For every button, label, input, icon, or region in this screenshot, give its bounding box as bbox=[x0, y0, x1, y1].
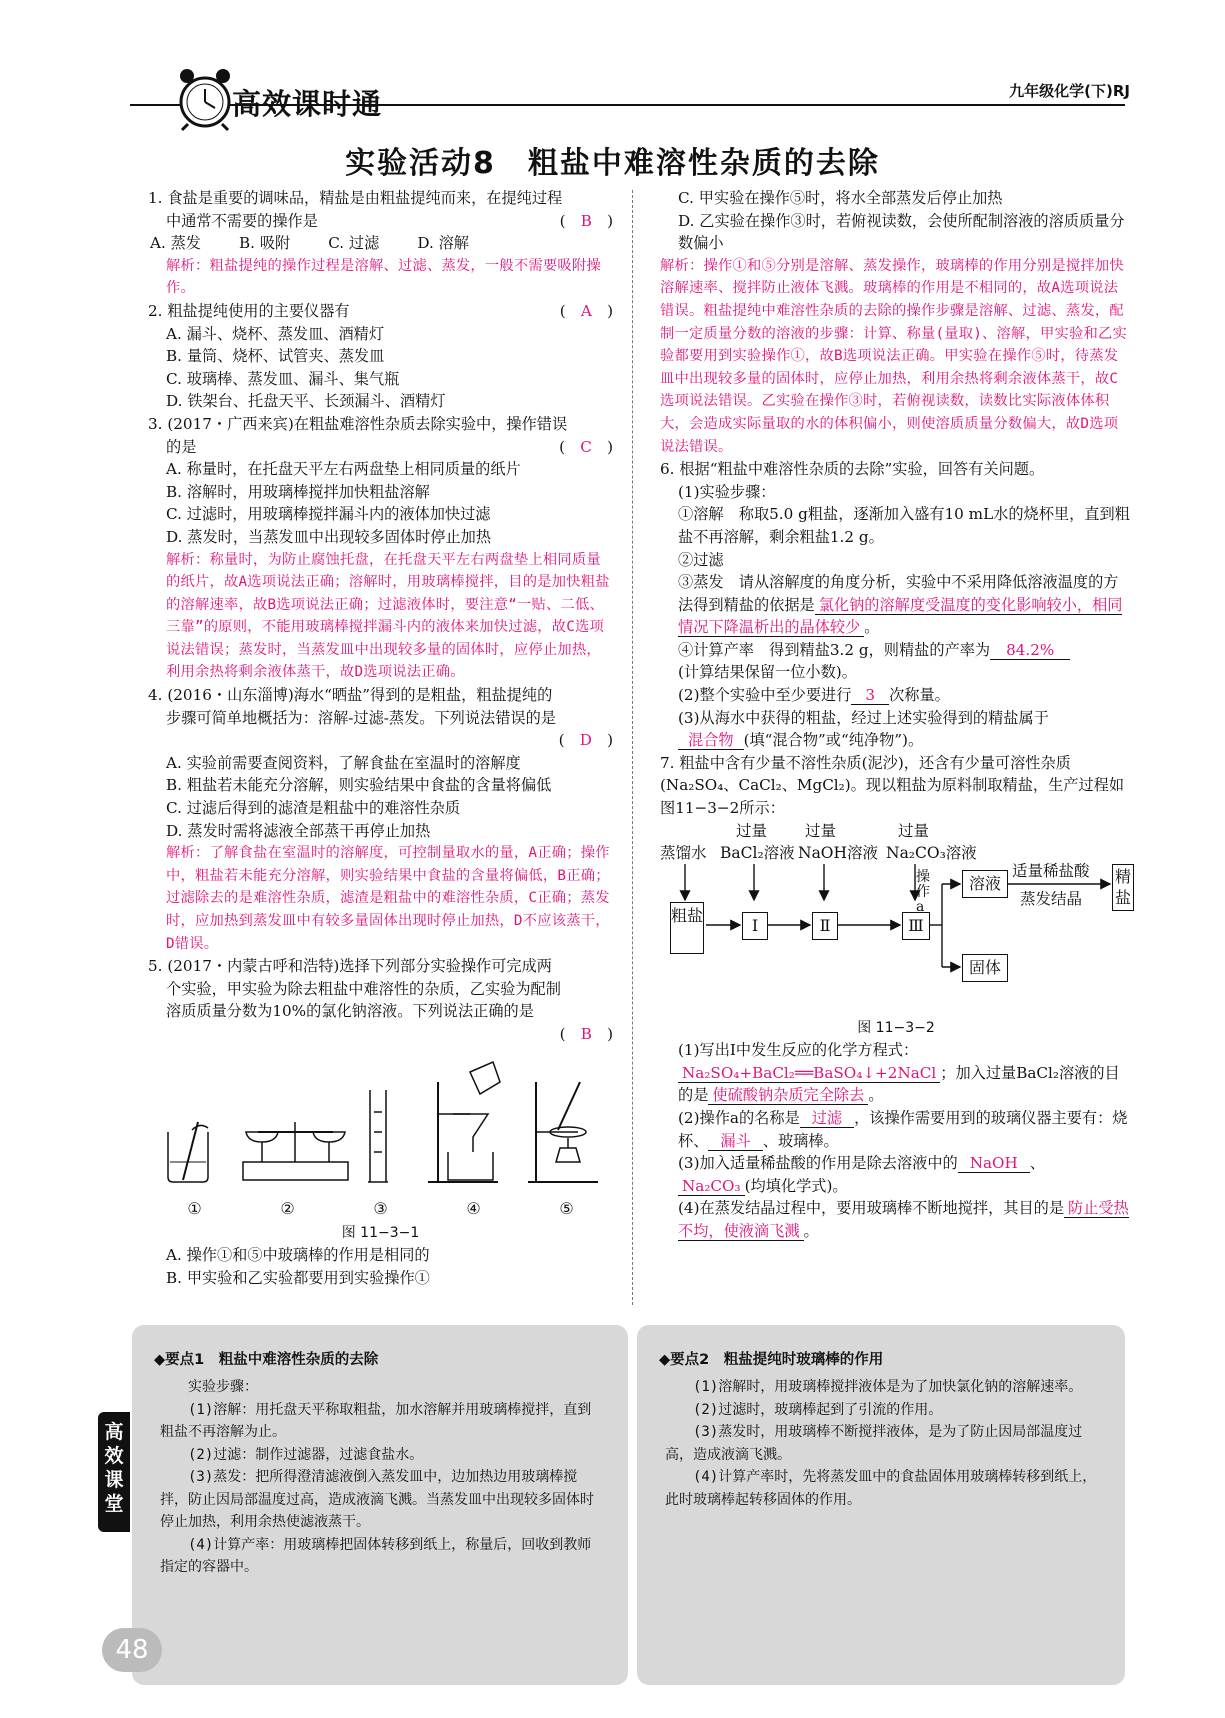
question-2: 2. 粗盐提纯使用的主要仪器有 ( A ) A. 漏斗、烧杯、蒸发皿、酒精灯 B. 量筒、烧杯、试管夹、蒸发皿 C. 玻璃棒、蒸发皿、漏斗、集气瓶 D. 铁架台、托盘天平、长颈漏斗、酒精灯 bbox=[148, 300, 613, 413]
q7-q1: (1)写出Ⅰ中发生反应的化学方程式： bbox=[678, 1041, 919, 1060]
q7-answer-equation: Na₂SO₄+BaCl₂══BaSO₄↓+2NaCl bbox=[678, 1064, 940, 1083]
q5-analysis: 解析：操作①和⑤分别是溶解、蒸发操作，玻璃棒的作用分别是搅拌加快溶解速率、搅拌防止液体飞溅。玻璃棒的作用是不相同的，故A选项说法错误。粗盐提纯中难溶性杂质的去除的操作步骤是溶解、过滤、蒸发，配制一定质量分数的溶液的步骤：计算、称量(量取)、溶解，甲实验和乙实验都要用到实验操作①，故B选项说法正确。甲实验在操作⑤时，待蒸发皿中出现较多量的固体时，应停止加热，利用余热将剩余液体蒸干，故C选项说法错误。乙实验在操作③时，若俯视读数，读数比实际液体体积大，会造成实际量取的水的体积偏小，则使溶质质量分数偏大，故D选项说法错误。 bbox=[660, 257, 1128, 455]
q1-opt-b: B. 吸附 bbox=[239, 234, 291, 253]
key-point-2-line: (1)溶解时，用玻璃棒搅拌液体是为了加快氯化钠的溶解速率。 bbox=[693, 1379, 1083, 1395]
q1-stem-2: 中通常不需要的操作是 bbox=[166, 211, 318, 230]
side-tab: 高效课堂 bbox=[98, 1412, 130, 1532]
q6-answer-1: 氯化钠的溶解度受温度的变化影响较小，相同情况下降温析出的晶体较少 bbox=[678, 595, 1123, 637]
q7-q2: (2)操作a的名称是 bbox=[678, 1109, 800, 1127]
q7-q3: (3)加入适量稀盐酸的作用是除去溶液中的 bbox=[678, 1154, 958, 1173]
question-5: 5. (2017・内蒙古呼和浩特)选择下列部分实验操作可完成两 个实验，甲实验为除去粗盐中难溶性的杂质，乙实验为配制 溶质质量分数为10%的氯化钠溶液。下列说法正确的是 ( B ) ① ② ③ ④ ⑤ 图 11−3−1 A. 操作①和⑤中玻璃棒的作用是相同的 B. 甲实验和乙实验都要用到实验操作① bbox=[148, 955, 613, 1289]
flow-box-solid: 固体 bbox=[962, 954, 1008, 982]
q4-answer: D bbox=[579, 731, 592, 750]
flow-evaporate: 蒸发结晶 bbox=[1020, 889, 1083, 908]
q7-q4: (4)在蒸发结晶过程中，要用玻璃棒不断地搅拌，其目的是 bbox=[678, 1199, 1065, 1218]
flow-operation-a: 操作a bbox=[916, 868, 930, 915]
key-point-2-line: (2)过滤时，玻璃棒起到了引流的作用。 bbox=[693, 1401, 943, 1418]
q7-stem: 7. 粗盐中含有少量不溶性杂质(泥沙)，还含有少量可溶性杂质(Na₂SO₄、CaCl₂、MgCl₂)。现以粗盐为原料制取精盐，生产过程如图11−3−2所示： bbox=[660, 753, 1125, 818]
q6-q3: (3)从海水中获得的粗盐，经过上述实验得到的精盐属于 bbox=[678, 708, 1049, 727]
flow-box-step-1: Ⅰ bbox=[742, 912, 768, 940]
q7-answer-na2co3: Na₂CO₃ bbox=[678, 1177, 745, 1196]
page-title: 实验活动8 粗盐中难溶性杂质的去除 bbox=[345, 146, 880, 181]
q6-yield-note: (计算结果保留一位小数)。 bbox=[678, 663, 857, 682]
q5-stem-2: 个实验，甲实验为除去粗盐中难溶性的杂质，乙实验为配制 bbox=[166, 979, 561, 998]
key-point-1-line: (1)溶解：用托盘天平称取粗盐，加水溶解并用玻璃棒搅拌，直到粗盐不再溶解为止。 bbox=[160, 1401, 592, 1440]
key-point-2-title: ◆要点2 粗盐提纯时玻璃棒的作用 bbox=[659, 1352, 884, 1368]
q7-q1-tail: 。 bbox=[868, 1086, 884, 1105]
q6-step-filter: ②过滤 bbox=[678, 550, 724, 569]
q5-opt-c: C. 甲实验在操作⑤时，将水全部蒸发后停止加热 bbox=[678, 189, 1003, 207]
flow-box-step-2: Ⅱ bbox=[812, 912, 838, 940]
key-point-1-line: (4)计算产率：用玻璃棒把固体转移到纸上，称量后，回收到教师指定的容器中。 bbox=[160, 1536, 592, 1575]
q3-opt-a: A. 称量时，在托盘天平左右两盘垫上相同质量的纸片 bbox=[166, 460, 521, 479]
right-column bbox=[660, 187, 1132, 1243]
flow-na2co3: Na₂CO₃溶液 bbox=[886, 843, 977, 862]
flow-box-solution: 溶液 bbox=[962, 870, 1008, 898]
q2-stem: 2. 粗盐提纯使用的主要仪器有 bbox=[148, 301, 350, 320]
flow-naoh: NaOH溶液 bbox=[798, 843, 879, 862]
key-point-1-line: (3)蒸发：把所得澄清滤液倒入蒸发皿中，边加热边用玻璃棒搅拌，防止因局部温度过高，造成液滴飞溅。当蒸发皿中出现较多固体时停止加热，利用余热使滤液蒸干。 bbox=[160, 1469, 594, 1530]
q6-q2: (2)整个实验中至少要进行 bbox=[678, 686, 852, 705]
q1-opt-a: A. 蒸发 bbox=[150, 234, 201, 253]
flow-excess-3: 过量 bbox=[898, 821, 930, 840]
q2-opt-b: B. 量筒、烧杯、试管夹、蒸发皿 bbox=[166, 347, 385, 366]
q4-opt-a: A. 实验前需要查阅资料，了解食盐在室温时的溶解度 bbox=[166, 753, 521, 772]
q1-answer: B bbox=[580, 211, 592, 230]
q6-step-evaporate: ③蒸发 请从溶解度的角度分析，实验中不采用降低溶液温度的方法得到精盐的依据是 bbox=[678, 573, 1119, 614]
flow-box-crude-salt: 粗盐 bbox=[670, 902, 704, 954]
q3-stem-2: 的是 bbox=[166, 437, 197, 456]
q2-opt-a: A. 漏斗、烧杯、蒸发皿、酒精灯 bbox=[166, 324, 385, 343]
q3-stem: 3. (2017・广西来宾)在粗盐难溶性杂质去除实验中，操作错误 bbox=[148, 414, 568, 433]
q1-stem: 1. 食盐是重要的调味品，精盐是由粗盐提纯而来，在提纯过程 bbox=[148, 189, 563, 207]
q6-answer-yield: 84.2% bbox=[990, 641, 1070, 660]
q6-answer-3: 混合物 bbox=[678, 731, 744, 750]
q4-opt-c: C. 过滤后得到的滤渣是粗盐中的难溶性杂质 bbox=[166, 799, 461, 818]
q4-stem-2: 步骤可简单地概括为：溶解-过滤-蒸发。下列说法错误的是 bbox=[166, 708, 556, 727]
q3-opt-d: D. 蒸发时，当蒸发皿中出现较多固体时停止加热 bbox=[166, 527, 492, 546]
q6-step-heading: (1)实验步骤： bbox=[678, 482, 776, 501]
flow-box-refined-salt: 精盐 bbox=[1112, 864, 1134, 911]
key-point-2-line: (3)蒸发时，用玻璃棒不断搅拌液体，是为了防止因局部温度过高，造成液滴飞溅。 bbox=[665, 1424, 1083, 1463]
fig1-label-5: ⑤ bbox=[559, 1199, 574, 1219]
q7-q1-b: ；加入过量BaCl₂溶液的目的是 bbox=[678, 1063, 1120, 1105]
flow-bacl2: BaCl₂溶液 bbox=[720, 843, 795, 862]
q5-opt-d: D. 乙实验在操作③时，若俯视读数，会使所配制溶液的溶质质量分数偏小 bbox=[678, 211, 1125, 253]
flow-water: 蒸馏水 bbox=[660, 843, 707, 862]
left-column bbox=[148, 187, 613, 1289]
q7-q3-tail: (均填化学式)。 bbox=[744, 1176, 848, 1195]
question-3: 3. (2017・广西来宾)在粗盐难溶性杂质去除实验中，操作错误 的是 ( C ) A. 称量时，在托盘天平左右两盘垫上相同质量的纸片 B. 溶解时，用玻璃棒搅拌加快粗盐溶解 C. 过滤时，用玻璃棒搅拌漏斗内的液体加快过滤 D. 蒸发时，当蒸发皿中出现较多固体时停止加热 解析：称量时，为防止腐蚀托盘，在托盘天平左右两盘垫上相同质量的纸片，故A选项说法正确；溶解时，用玻璃棒搅拌，目的是加快粗盐的溶解速率，故B选项说法正确；过滤液体时，要注意“一贴、二低、三靠”的原则，不能用玻璃棒搅拌漏斗内的液体来加快过滤，故C选项说法错误；蒸发时，当蒸发皿中出现较多量的固体时，应停止加热，利用余热将剩余液体蒸干，故D选项说法正确。 bbox=[148, 413, 613, 684]
q3-opt-c: C. 过滤时，用玻璃棒搅拌漏斗内的液体加快过滤 bbox=[166, 505, 491, 524]
q1-opt-d: D. 溶解 bbox=[417, 234, 469, 253]
q1-analysis: 解析：粗盐提纯的操作过程是溶解、过滤、蒸发，一般不需要吸附操作。 bbox=[166, 257, 601, 297]
fig1-label-3: ③ bbox=[373, 1199, 388, 1219]
fig1-label-1: ① bbox=[187, 1199, 202, 1219]
q6-q3-tail: (填“混合物”或“纯净物”)。 bbox=[743, 731, 924, 750]
fig1-label-2: ② bbox=[280, 1199, 295, 1219]
key-point-2-line: (4)计算产率时，先将蒸发皿中的食盐固体用玻璃棒转移到纸上，此时玻璃棒起转移固体的作用。 bbox=[665, 1469, 1097, 1508]
key-point-1-line: (2)过滤：制作过滤器，过滤食盐水。 bbox=[188, 1446, 424, 1463]
q7-answer-purpose: 使硫酸钠杂质完全除去 bbox=[708, 1086, 868, 1105]
q5-opt-a: A. 操作①和⑤中玻璃棒的作用是相同的 bbox=[166, 1246, 430, 1265]
page-number: 48 bbox=[102, 1628, 162, 1672]
q7-q3-sep: 、 bbox=[1029, 1154, 1045, 1173]
q5-stem: 5. (2017・内蒙古呼和浩特)选择下列部分实验操作可完成两 bbox=[148, 957, 552, 976]
q3-analysis: 解析：称量时，为防止腐蚀托盘，在托盘天平左右两盘垫上相同质量的纸片，故A选项说法正确；溶解时，用玻璃棒搅拌，目的是加快粗盐的溶解速率，故B选项说法正确；过滤液体时，要注意“一贴、二低、三靠”的原则，不能用玻璃棒搅拌漏斗内的液体来加快过滤，故C选项说法错误；蒸发时，当蒸发皿中出现较多量的固体时，应停止加热，利用余热将剩余液体蒸干，故D选项说法正确。 bbox=[166, 551, 610, 681]
q6-step-yield: ④计算产率 得到精盐3.2 g，则精盐的产率为 bbox=[678, 640, 991, 659]
q6-q2-tail: 次称量。 bbox=[889, 686, 950, 705]
q7-q2-tail: 、玻璃棒。 bbox=[762, 1131, 839, 1150]
flow-box-step-3: Ⅲ bbox=[902, 912, 930, 940]
fig1-label-4: ④ bbox=[466, 1199, 481, 1219]
q7-answer-operation: 过滤 bbox=[800, 1109, 854, 1128]
q7-answer-stirring: 防止受热不均，使液滴飞溅 bbox=[678, 1199, 1129, 1240]
question-6: 6. 根据“粗盐中难溶性杂质的去除”实验，回答有关问题。 (1)实验步骤： ①溶解 称取5.0 g粗盐，逐渐加入盛有10 mL水的烧杯里，直到粗盐不再溶解，剩余粗盐1.2 g。 ②过滤 ③蒸发 请从溶解度的角度分析，实验中不采用降低溶液温度的方法得到精盐的依据是 氯化钠的溶解度受温度的变化影响较小，相同情况下降温析出的晶体较少 。 ④计算产率 得到精盐3.2 g，则精盐的产率为 84.2% (计算结果保留一位小数)。 (2)整个实验中至少要进行 3 次称量。 (3)从海水中获得的粗盐，经过上述实验得到的精盐属于 混合物 (填“混合物”或“纯净物”)。 bbox=[660, 458, 1132, 752]
q5-opt-b: B. 甲实验和乙实验都要用到实验操作① bbox=[166, 1268, 430, 1287]
question-1: 1. 食盐是重要的调味品，精盐是由粗盐提纯而来，在提纯过程 中通常不需要的操作是 ( B ) A. 蒸发 B. 吸附 C. 过滤 D. 溶解 解析：粗盐提纯的操作过程是溶解、过滤、蒸发，一般不需要吸附操作。 bbox=[148, 187, 613, 300]
question-4: 4. (2016・山东淄博)海水“晒盐”得到的是粗盐，粗盐提纯的 步骤可简单地概括为：溶解-过滤-蒸发。下列说法错误的是 ( D ) A. 实验前需要查阅资料，了解食盐在室温时的溶解度 B. 粗盐若未能充分溶解，则实验结果中食盐的含量将偏低 C. 过滤后得到的滤渣是粗盐中的难溶性杂质 D. 蒸发时需将滤液全部蒸干再停止加热 解析：了解食盐在室温时的溶解度，可控制量取水的量，A正确；操作中，粗盐若未能充分溶解，则实验结果中食盐的含量将偏低，B正确；过滤除去的是难溶性杂质，滤渣是粗盐中的难溶性杂质，C正确；蒸发时，应加热到蒸发皿中有较多量固体出现时停止加热，D不应该蒸干，D错误。 bbox=[148, 684, 613, 955]
q6-stem: 6. 根据“粗盐中难溶性杂质的去除”实验，回答有关问题。 bbox=[660, 460, 1045, 479]
q4-opt-b: B. 粗盐若未能充分溶解，则实验结果中食盐的含量将偏低 bbox=[166, 776, 552, 795]
key-point-1-line: 实验步骤： bbox=[188, 1379, 258, 1395]
key-point-box-1 bbox=[132, 1325, 628, 1685]
flow-diagram-11-3-2 bbox=[660, 822, 1132, 1017]
q5-stem-3: 溶质质量分数为10%的氯化钠溶液。下列说法正确的是 bbox=[166, 1002, 534, 1021]
q4-stem: 4. (2016・山东淄博)海水“晒盐”得到的是粗盐，粗盐提纯的 bbox=[148, 686, 553, 705]
q1-opt-c: C. 过滤 bbox=[328, 234, 380, 253]
fig1-caption: 图 11−3−1 bbox=[341, 1224, 420, 1241]
flow-excess-1: 过量 bbox=[736, 821, 768, 840]
q6-step-dissolve: ①溶解 称取5.0 g粗盐，逐渐加入盛有10 mL水的烧杯里，直到粗盐不再溶解，剩余粗盐1.2 g。 bbox=[678, 505, 1130, 546]
lab-apparatus-drawing bbox=[148, 1052, 613, 1192]
fig2-caption: 图 11−3−2 bbox=[857, 1019, 935, 1036]
q2-opt-c: C. 玻璃棒、蒸发皿、漏斗、集气瓶 bbox=[166, 369, 400, 388]
flow-excess-2: 过量 bbox=[805, 821, 837, 840]
q6-answer-2: 3 bbox=[851, 686, 889, 705]
q4-opt-d: D. 蒸发时需将滤液全部蒸干再停止加热 bbox=[166, 821, 431, 840]
flow-hcl: 适量稀盐酸 bbox=[1012, 861, 1090, 880]
q4-analysis: 解析：了解食盐在室温时的溶解度，可控制量取水的量，A正确；操作中，粗盐若未能充分溶解，则实验结果中食盐的含量将偏低，B正确；过滤除去的是难溶性杂质，滤渣是粗盐中的难溶性杂质，C正确；蒸发时，应加热到蒸发皿中有较多量固体出现时停止加热，D不应该蒸干，D错误。 bbox=[166, 845, 610, 952]
q5-answer: B bbox=[580, 1024, 592, 1043]
q3-opt-b: B. 溶解时，用玻璃棒搅拌加快粗盐溶解 bbox=[166, 482, 430, 501]
brand-name: 高效课时通 bbox=[232, 87, 383, 121]
key-point-1-title: ◆要点1 粗盐中难溶性杂质的去除 bbox=[154, 1352, 379, 1368]
q2-opt-d: D. 铁架台、托盘天平、长颈漏斗、酒精灯 bbox=[166, 392, 446, 411]
q2-answer: A bbox=[580, 301, 592, 320]
key-point-box-2 bbox=[637, 1325, 1125, 1685]
q7-q2-b: ，该操作需要用到的玻璃仪器主要有：烧杯、 bbox=[678, 1109, 1128, 1150]
q7-answer-funnel: 漏斗 bbox=[708, 1132, 762, 1151]
q7-q4-tail: 。 bbox=[803, 1221, 819, 1240]
q7-answer-naoh: NaOH bbox=[958, 1154, 1030, 1173]
question-7 bbox=[660, 752, 1132, 1243]
column-divider bbox=[632, 190, 633, 1305]
figure-11-3-1 bbox=[148, 1052, 613, 1222]
grade-label: 九年级化学(下)RJ bbox=[1009, 82, 1130, 100]
q3-answer: C bbox=[580, 437, 592, 456]
